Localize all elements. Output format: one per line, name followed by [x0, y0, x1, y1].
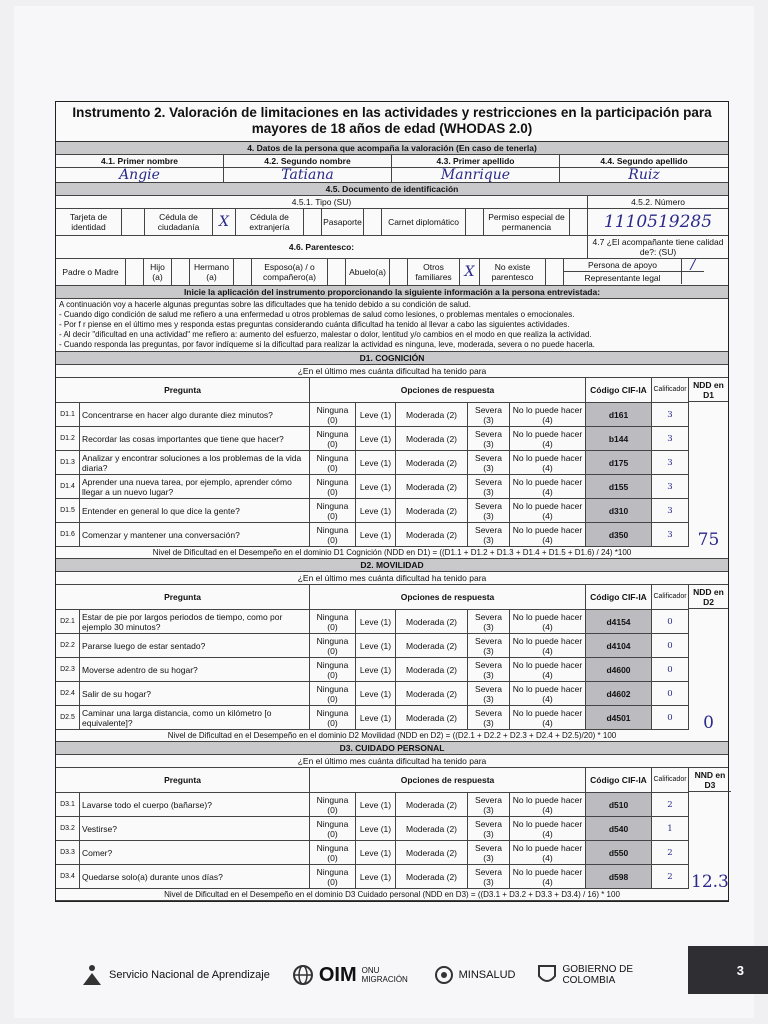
calidad-representante: Representante legal — [564, 272, 682, 284]
question-text: Lavarse todo el cuerpo (bañarse)? — [80, 793, 310, 816]
option-severa[interactable]: Severa (3) — [468, 682, 510, 705]
option-leve[interactable]: Leve (1) — [356, 427, 396, 450]
option-ninguna[interactable]: Ninguna (0) — [310, 499, 356, 522]
option-severa[interactable]: Severa (3) — [468, 499, 510, 522]
option-severa[interactable]: Severa (3) — [468, 817, 510, 840]
option-no-puede[interactable]: No lo puede hacer (4) — [510, 523, 586, 546]
question-row — [56, 403, 688, 427]
parentesco-row — [56, 259, 728, 286]
question-id: D2.5 — [56, 706, 80, 729]
option-moderada[interactable]: Moderada (2) — [396, 634, 468, 657]
option-no-puede[interactable]: No lo puede hacer (4) — [510, 865, 586, 888]
primer-apellido-value[interactable]: Manrique — [392, 168, 560, 182]
name-values-row — [56, 168, 728, 183]
cif-code: d4154 — [586, 610, 652, 633]
option-no-puede[interactable]: No lo puede hacer (4) — [510, 634, 586, 657]
option-no-puede[interactable]: No lo puede hacer (4) — [510, 610, 586, 633]
question-row — [56, 475, 688, 499]
question-row — [56, 793, 688, 817]
calificador-value[interactable]: 0 — [667, 664, 673, 675]
doc-box-carnet[interactable] — [466, 209, 484, 235]
primer-nombre-value[interactable]: Angie — [56, 168, 224, 182]
option-ninguna[interactable]: Ninguna (0) — [310, 610, 356, 633]
question-id: D2.2 — [56, 634, 80, 657]
name-label-4: 4.4. Segundo apellido — [600, 156, 688, 166]
sena-icon — [80, 963, 104, 987]
question-text: Caminar una larga distancia, como un kilómetro [o equivalente]? — [80, 706, 310, 729]
cif-code: d540 — [586, 817, 652, 840]
option-ninguna[interactable]: Ninguna (0) — [310, 658, 356, 681]
parentesco-box-padre[interactable] — [126, 259, 144, 285]
option-leve[interactable]: Leve (1) — [356, 634, 396, 657]
option-severa[interactable]: Severa (3) — [468, 793, 510, 816]
option-ninguna[interactable]: Ninguna (0) — [310, 706, 356, 729]
cif-code: d550 — [586, 841, 652, 864]
form-title: Instrumento 2. Valoración de limitaciones en las actividades y restricciones en la participación para mayores de 18 años de edad (WHODAS 2.0) — [56, 102, 728, 142]
parentesco-label: 4.6. Parentesco: — [56, 236, 588, 258]
question-text: Estar de pie por largos periodos de tiempo, como por ejemplo 30 minutos? — [80, 610, 310, 633]
name-labels-row — [56, 155, 728, 168]
option-moderada[interactable]: Moderada (2) — [396, 427, 468, 450]
cif-code: d310 — [586, 499, 652, 522]
option-leve[interactable]: Leve (1) — [356, 499, 396, 522]
option-ninguna[interactable]: Ninguna (0) — [310, 682, 356, 705]
parentesco-hijo: Hijo (a) — [144, 259, 172, 285]
option-leve[interactable]: Leve (1) — [356, 682, 396, 705]
question-id: D2.1 — [56, 610, 80, 633]
globe-icon — [292, 964, 314, 986]
option-no-puede[interactable]: No lo puede hacer (4) — [510, 682, 586, 705]
last-month-prompt: ¿En el último mes cuánta dificultad ha tenido para — [56, 755, 728, 768]
footer-logos — [80, 955, 700, 995]
domain-header-row — [56, 378, 688, 403]
option-ninguna[interactable]: Ninguna (0) — [310, 427, 356, 450]
option-severa[interactable]: Severa (3) — [468, 634, 510, 657]
calificador-value[interactable]: 3 — [667, 433, 673, 444]
section4-heading: 4. Datos de la persona que acompaña la valoración (En caso de tenerla) — [56, 142, 728, 155]
calificador-value[interactable]: 3 — [667, 529, 673, 540]
option-no-puede[interactable]: No lo puede hacer (4) — [510, 793, 586, 816]
domain-heading: D3. CUIDADO PERSONAL — [56, 742, 728, 755]
cif-code: d350 — [586, 523, 652, 546]
calidad-box-apoyo[interactable]: / — [690, 259, 696, 271]
doc-box-pasaporte[interactable] — [364, 209, 382, 235]
intro-text — [56, 299, 728, 352]
option-moderada[interactable]: Moderada (2) — [396, 841, 468, 864]
intro-heading: Inicie la aplicación del instrumento proporcionando la siguiente información a la persona entrevistada: — [56, 286, 728, 299]
option-leve[interactable]: Leve (1) — [356, 817, 396, 840]
calificador-value[interactable]: 3 — [667, 505, 673, 516]
gobierno-logo — [537, 964, 642, 986]
cif-code: d175 — [586, 451, 652, 474]
last-month-prompt: ¿En el último mes cuánta dificultad ha tenido para — [56, 365, 728, 378]
question-id: D2.3 — [56, 658, 80, 681]
calificador-value[interactable]: 3 — [667, 409, 673, 420]
sena-logo — [80, 963, 270, 987]
opciones-header: Opciones de respuesta — [310, 585, 586, 609]
option-ninguna[interactable]: Ninguna (0) — [310, 523, 356, 546]
shield-icon — [434, 965, 454, 985]
option-ninguna[interactable]: Ninguna (0) — [310, 403, 356, 426]
calificador-value[interactable]: 3 — [667, 481, 673, 492]
option-ninguna[interactable]: Ninguna (0) — [310, 865, 356, 888]
domain-table — [56, 378, 728, 547]
option-moderada[interactable]: Moderada (2) — [396, 523, 468, 546]
question-id: D3.1 — [56, 793, 80, 816]
option-moderada[interactable]: Moderada (2) — [396, 793, 468, 816]
question-id: D1.4 — [56, 475, 80, 498]
option-leve[interactable]: Leve (1) — [356, 523, 396, 546]
doc-type-permiso: Permiso especial de permanencia — [484, 209, 570, 235]
cif-header: Código CIF-IA — [586, 585, 652, 609]
domain-section — [56, 559, 728, 742]
calificador-header: Calificador — [653, 776, 687, 783]
oim-sub-label: ONU MIGRACIÓN — [361, 966, 408, 984]
pregunta-header: Pregunta — [56, 378, 310, 402]
minsalud-label: MINSALUD — [458, 969, 516, 981]
calificador-value[interactable]: 0 — [667, 640, 673, 651]
ndd-value[interactable]: 12.3 — [691, 872, 729, 889]
question-row — [56, 865, 688, 889]
option-moderada[interactable]: Moderada (2) — [396, 682, 468, 705]
doc-type-cc: Cédula de ciudadanía — [145, 209, 213, 235]
option-moderada[interactable]: Moderada (2) — [396, 451, 468, 474]
question-row — [56, 682, 688, 706]
domain-questions — [56, 768, 689, 889]
option-ninguna[interactable]: Ninguna (0) — [310, 634, 356, 657]
option-moderada[interactable]: Moderada (2) — [396, 658, 468, 681]
question-id: D3.4 — [56, 865, 80, 888]
question-id: D1.1 — [56, 403, 80, 426]
question-text: Entender en general lo que dice la gente? — [80, 499, 310, 522]
option-leve[interactable]: Leve (1) — [356, 475, 396, 498]
calificador-header: Calificador — [653, 386, 687, 393]
cif-code: d4501 — [586, 706, 652, 729]
calidad-group — [564, 259, 704, 285]
option-leve[interactable]: Leve (1) — [356, 403, 396, 426]
parentesco-esposo: Esposo(a) / o compañero(a) — [252, 259, 328, 285]
domain-heading: D1. COGNICIÓN — [56, 352, 728, 365]
calificador-value[interactable]: 0 — [667, 688, 673, 699]
parentesco-box-ninguno[interactable] — [546, 259, 564, 285]
calificador-value[interactable]: 2 — [667, 847, 673, 858]
option-no-puede[interactable]: No lo puede hacer (4) — [510, 841, 586, 864]
ndd-header: NDD en D1 — [689, 378, 728, 402]
question-row — [56, 634, 688, 658]
parentesco-ninguno: No existe parentesco — [480, 259, 546, 285]
acompanante-label: 4.7 ¿El acompañante tiene calidad de?: (SU) — [592, 237, 724, 257]
option-leve[interactable]: Leve (1) — [356, 658, 396, 681]
option-moderada[interactable]: Moderada (2) — [396, 706, 468, 729]
question-row — [56, 706, 688, 730]
option-no-puede[interactable]: No lo puede hacer (4) — [510, 427, 586, 450]
option-leve[interactable]: Leve (1) — [356, 706, 396, 729]
last-month-prompt: ¿En el último mes cuánta dificultad ha tenido para — [56, 572, 728, 585]
doc-type-pasaporte: Pasaporte — [322, 209, 364, 235]
domain-formula: Nivel de Dificultad en el Desempeño en el dominio D1 Cognición (NDD en D1) = ((D1.1 + D1.2 + D1.3 + D1.4 + D1.5 + D1.6) / 24) *100 — [56, 547, 728, 559]
doc-types-row — [56, 209, 728, 236]
parentesco-hermano: Hermano (a) — [190, 259, 234, 285]
question-text: Analizar y encontrar soluciones a los problemas de la vida diaria? — [80, 451, 310, 474]
whodas-form — [55, 101, 729, 902]
domain-table — [56, 585, 728, 730]
doc-type-ti: Tarjeta de identidad — [56, 209, 122, 235]
question-id: D1.5 — [56, 499, 80, 522]
question-id: D3.2 — [56, 817, 80, 840]
minsalud-logo — [434, 965, 516, 985]
question-text: Vestirse? — [80, 817, 310, 840]
numero-label: 4.5.2. Número — [631, 197, 685, 207]
gobierno-label: GOBIERNO DE COLOMBIA — [562, 964, 634, 986]
option-ninguna[interactable]: Ninguna (0) — [310, 817, 356, 840]
calificador-value[interactable]: 0 — [667, 616, 673, 627]
parentesco-box-hermano[interactable] — [234, 259, 252, 285]
option-severa[interactable]: Severa (3) — [468, 865, 510, 888]
doc-box-ti[interactable] — [122, 209, 145, 235]
pregunta-header: Pregunta — [56, 768, 310, 792]
question-id: D1.6 — [56, 523, 80, 546]
option-ninguna[interactable]: Ninguna (0) — [310, 475, 356, 498]
parentesco-padre: Padre o Madre — [56, 259, 126, 285]
option-severa[interactable]: Severa (3) — [468, 475, 510, 498]
intro-line-5: - Cuando responda las preguntas, por favor indíqueme si la dificultad para realizar la actividad es ninguna, leve, moderada, severa o no puede hacerla. — [59, 340, 595, 349]
sena-label: Servicio Nacional de Aprendizaje — [109, 969, 270, 981]
opciones-header: Opciones de respuesta — [310, 378, 586, 402]
question-row — [56, 658, 688, 682]
calificador-value[interactable]: 2 — [667, 799, 673, 810]
domains-container — [56, 352, 728, 901]
intro-line-3: - Por f r piense en el último mes y responda estas preguntas considerando cuánta dificultad ha tenido al llevar a cabo las siguientes actividades. — [59, 320, 570, 329]
option-no-puede[interactable]: No lo puede hacer (4) — [510, 706, 586, 729]
domain-header-row — [56, 768, 688, 793]
option-severa[interactable]: Severa (3) — [468, 523, 510, 546]
doc-box-permiso[interactable] — [570, 209, 588, 235]
option-severa[interactable]: Severa (3) — [468, 658, 510, 681]
parentesco-box-abuelo[interactable] — [390, 259, 408, 285]
question-row — [56, 610, 688, 634]
option-moderada[interactable]: Moderada (2) — [396, 865, 468, 888]
question-row — [56, 817, 688, 841]
calidad-apoyo: Persona de apoyo — [564, 259, 682, 271]
page-number: 3 — [688, 946, 768, 994]
option-no-puede[interactable]: No lo puede hacer (4) — [510, 499, 586, 522]
calificador-value[interactable]: 3 — [667, 457, 673, 468]
option-leve[interactable]: Leve (1) — [356, 451, 396, 474]
doc-type-ce: Cédula de extranjería — [236, 209, 304, 235]
option-severa[interactable]: Severa (3) — [468, 403, 510, 426]
parentesco-box-otros[interactable]: X — [460, 259, 480, 285]
question-row — [56, 499, 688, 523]
option-ninguna[interactable]: Ninguna (0) — [310, 841, 356, 864]
option-severa[interactable]: Severa (3) — [468, 427, 510, 450]
ndd-value[interactable]: 0 — [703, 713, 714, 730]
parentesco-box-hijo[interactable] — [172, 259, 190, 285]
domain-questions — [56, 585, 689, 730]
question-row — [56, 427, 688, 451]
pregunta-header: Pregunta — [56, 585, 310, 609]
cif-code: d4602 — [586, 682, 652, 705]
coat-of-arms-icon — [537, 964, 557, 986]
question-text: Pararse luego de estar sentado? — [80, 634, 310, 657]
doc-type-carnet: Carnet diplomático — [382, 209, 466, 235]
name-label-2: 4.2. Segundo nombre — [224, 155, 392, 167]
question-id: D2.4 — [56, 682, 80, 705]
segundo-nombre-value[interactable]: Tatiana — [224, 168, 392, 182]
question-text: Concentrarse en hacer algo durante diez minutos? — [80, 403, 310, 426]
option-no-puede[interactable]: No lo puede hacer (4) — [510, 451, 586, 474]
oim-label: OIM — [318, 963, 357, 986]
question-row — [56, 841, 688, 865]
domain-questions — [56, 378, 689, 547]
name-label-1: 4.1. Primer nombre — [56, 155, 224, 167]
parentesco-abuelo: Abuelo(a) — [346, 259, 390, 285]
ndd-header: NND en D3 — [689, 768, 731, 792]
question-id: D3.3 — [56, 841, 80, 864]
option-moderada[interactable]: Moderada (2) — [396, 499, 468, 522]
name-label-3: 4.3. Primer apellido — [392, 155, 560, 167]
question-text: Recordar las cosas importantes que tiene que hacer? — [80, 427, 310, 450]
ndd-value[interactable]: 75 — [697, 530, 720, 547]
domain-section — [56, 742, 728, 901]
option-leve[interactable]: Leve (1) — [356, 841, 396, 864]
option-leve[interactable]: Leve (1) — [356, 610, 396, 633]
tipo-label: 4.5.1. Tipo (SU) — [56, 196, 588, 208]
ndd-column — [689, 585, 728, 730]
intro-line-4: - Al decir "dificultad en una actividad" me refiero a: aumento del esfuerzo, malestar o dolor, lentitud y/o cambios en el modo en que realiza la actividad. — [59, 330, 592, 339]
option-ninguna[interactable]: Ninguna (0) — [310, 793, 356, 816]
question-text: Salir de su hogar? — [80, 682, 310, 705]
question-row — [56, 523, 688, 547]
parentesco-heading-row — [56, 236, 728, 259]
cif-code: d4600 — [586, 658, 652, 681]
option-moderada[interactable]: Moderada (2) — [396, 610, 468, 633]
option-severa[interactable]: Severa (3) — [468, 610, 510, 633]
ndd-column — [689, 768, 731, 889]
cif-code: d161 — [586, 403, 652, 426]
domain-section — [56, 352, 728, 559]
question-id: D1.2 — [56, 427, 80, 450]
option-ninguna[interactable]: Ninguna (0) — [310, 451, 356, 474]
option-severa[interactable]: Severa (3) — [468, 706, 510, 729]
cif-header: Código CIF-IA — [586, 768, 652, 792]
question-text: Comenzar y mantener una conversación? — [80, 523, 310, 546]
calificador-value[interactable]: 1 — [667, 823, 673, 834]
option-no-puede[interactable]: No lo puede hacer (4) — [510, 403, 586, 426]
calidad-box-representante[interactable] — [682, 272, 704, 284]
doc-number-value[interactable]: 1110519285 — [603, 212, 713, 232]
doc-box-cc[interactable]: X — [213, 209, 236, 235]
calificador-value[interactable]: 2 — [667, 871, 673, 882]
doc-box-ce[interactable] — [304, 209, 322, 235]
question-text: Quedarse solo(a) durante unos días? — [80, 865, 310, 888]
question-text: Aprender una nueva tarea, por ejemplo, aprender cómo llegar a un nuevo lugar? — [80, 475, 310, 498]
domain-formula: Nivel de Dificultad en el Desempeño en el dominio D3 Cuidado personal (NDD en D3) = ((D3.1 + D3.2 + D3.3 + D3.4) / 16) * 100 — [56, 889, 728, 901]
option-moderada[interactable]: Moderada (2) — [396, 403, 468, 426]
segundo-apellido-value[interactable]: Ruiz — [628, 168, 660, 182]
option-moderada[interactable]: Moderada (2) — [396, 475, 468, 498]
domain-header-row — [56, 585, 688, 610]
option-severa[interactable]: Severa (3) — [468, 451, 510, 474]
domain-formula: Nivel de Dificultad en el Desempeño en el dominio D2 Movilidad (NDD en D2) = ((D2.1 + D2.2 + D2.3 + D2.4 + D2.5)/20) * 100 — [56, 730, 728, 742]
option-moderada[interactable]: Moderada (2) — [396, 817, 468, 840]
intro-line-1: A continuación voy a hacerle algunas preguntas sobre las dificultades que ha tenido debido a su condición de salud. — [59, 300, 471, 309]
domain-heading: D2. MOVILIDAD — [56, 559, 728, 572]
doc-heading: 4.5. Documento de identificación — [56, 183, 728, 196]
question-text: Comer? — [80, 841, 310, 864]
calificador-value[interactable]: 0 — [667, 712, 673, 723]
option-no-puede[interactable]: No lo puede hacer (4) — [510, 658, 586, 681]
cif-code: d598 — [586, 865, 652, 888]
domain-table — [56, 768, 728, 889]
cif-code: d155 — [586, 475, 652, 498]
option-no-puede[interactable]: No lo puede hacer (4) — [510, 817, 586, 840]
oim-logo — [292, 964, 412, 987]
question-id: D1.3 — [56, 451, 80, 474]
option-leve[interactable]: Leve (1) — [356, 865, 396, 888]
question-row — [56, 451, 688, 475]
cif-header: Código CIF-IA — [586, 378, 652, 402]
parentesco-otros: Otros familiares — [408, 259, 460, 285]
cif-code: b144 — [586, 427, 652, 450]
parentesco-box-esposo[interactable] — [328, 259, 346, 285]
calificador-header: Calificador — [653, 593, 687, 600]
intro-line-2: - Cuando digo condición de salud me refiero a una enfermedad u otros problemas de salud como lesiones, o problemas mentales o emocionales. — [59, 310, 575, 319]
ndd-header: NDD en D2 — [689, 585, 728, 609]
question-text: Moverse adentro de su hogar? — [80, 658, 310, 681]
option-leve[interactable]: Leve (1) — [356, 793, 396, 816]
cif-code: d4104 — [586, 634, 652, 657]
cif-code: d510 — [586, 793, 652, 816]
opciones-header: Opciones de respuesta — [310, 768, 586, 792]
option-severa[interactable]: Severa (3) — [468, 841, 510, 864]
option-no-puede[interactable]: No lo puede hacer (4) — [510, 475, 586, 498]
doc-subheading-row — [56, 196, 728, 209]
ndd-column — [689, 378, 728, 547]
